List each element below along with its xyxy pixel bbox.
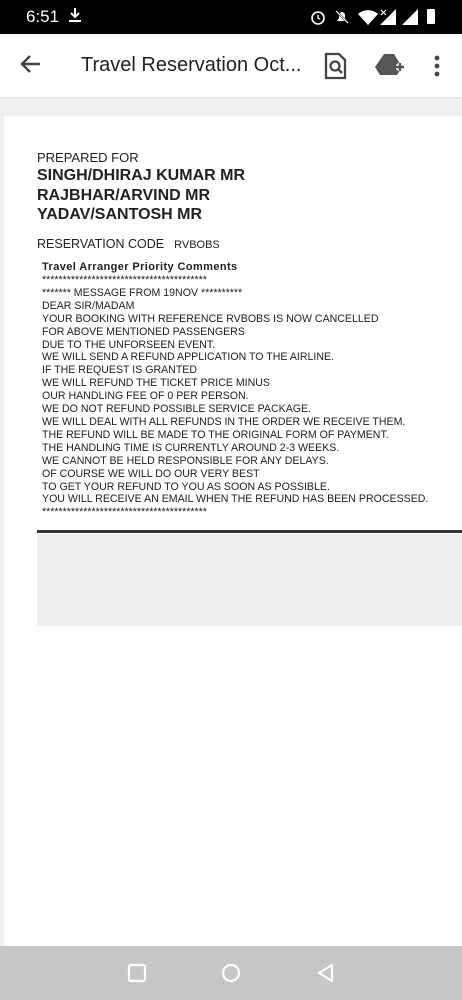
reservation-code-label: RESERVATION CODE bbox=[37, 237, 165, 251]
status-bar bbox=[0, 0, 462, 34]
download-icon bbox=[68, 7, 82, 28]
reservation-code-row bbox=[37, 237, 220, 251]
home-icon[interactable] bbox=[219, 961, 243, 985]
comment-line: OUR HANDLING FEE OF 0 PER PERSON. bbox=[42, 390, 249, 403]
arrow-back-icon[interactable] bbox=[18, 51, 44, 81]
passenger-name: RAJBHAR/ARVIND MR bbox=[37, 186, 211, 204]
comment-line: DEAR SIR/MADAM bbox=[42, 299, 135, 312]
signal-icon bbox=[380, 9, 396, 25]
signal-icon-2 bbox=[402, 9, 418, 25]
section-divider bbox=[37, 530, 462, 533]
add-to-drive-icon[interactable] bbox=[374, 51, 408, 81]
comment-line: WE CANNOT BE HELD RESPONSIBLE FOR ANY DELAYS. bbox=[42, 454, 329, 467]
wifi-icon bbox=[358, 10, 378, 25]
comment-line: OF COURSE WE WILL DO OUR VERY BEST bbox=[42, 467, 260, 480]
document-page bbox=[4, 116, 462, 946]
battery-icon bbox=[427, 9, 435, 24]
alarm-icon bbox=[310, 9, 326, 25]
comment-line: WE DO NOT REFUND POSSIBLE SERVICE PACKAGE. bbox=[42, 403, 312, 416]
comments-block bbox=[42, 274, 428, 519]
prepared-for-label: PREPARED FOR bbox=[37, 150, 139, 165]
passenger-name: SINGH/DHIRAJ KUMAR MR bbox=[37, 167, 245, 184]
passenger-name: YADAV/SANTOSH MR bbox=[37, 206, 203, 223]
reservation-code-value: RVBOBS bbox=[174, 239, 220, 251]
comment-line: TO GET YOUR REFUND TO YOU AS SOON AS POSSIBLE. bbox=[42, 480, 330, 493]
comment-line: **************************************** bbox=[42, 274, 207, 286]
comment-line: YOUR BOOKING WITH REFERENCE RVBOBS IS NOW CANCELLED bbox=[42, 312, 379, 325]
grey-panel bbox=[37, 534, 462, 626]
passenger-names bbox=[37, 166, 245, 225]
comment-line: DUE TO THE UNFORSEEN EVENT. bbox=[42, 338, 216, 351]
comment-line: WE WILL DEAL WITH ALL REFUNDS IN THE ORDER WE RECEIVE THEM. bbox=[42, 415, 406, 428]
comment-line: THE HANDLING TIME IS CURRENTLY AROUND 2-3 WEEKS. bbox=[42, 441, 340, 454]
back-nav-icon[interactable] bbox=[314, 961, 338, 985]
comment-line: WE WILL REFUND THE TICKET PRICE MINUS bbox=[42, 377, 270, 390]
find-in-page-icon[interactable] bbox=[322, 51, 352, 81]
comment-line: WE WILL SEND A REFUND APPLICATION TO THE AIRLINE. bbox=[42, 351, 334, 364]
comment-line: YOU WILL RECEIVE AN EMAIL WHEN THE REFUND HAS BEEN PROCESSED. bbox=[42, 493, 429, 506]
comment-line: **************************************** bbox=[42, 506, 207, 519]
app-bar bbox=[0, 34, 462, 98]
more-vert-icon[interactable] bbox=[428, 51, 446, 81]
comments-title: Travel Arranger Priority Comments bbox=[42, 261, 238, 273]
recents-icon[interactable] bbox=[125, 961, 149, 985]
comment-line: FOR ABOVE MENTIONED PASSENGERS bbox=[42, 325, 245, 338]
page-title: Travel Reservation Oct... bbox=[81, 54, 302, 76]
comment-line: ******* MESSAGE FROM 19NOV ********** bbox=[42, 286, 243, 299]
do-not-disturb-icon bbox=[334, 9, 350, 25]
system-nav-bar bbox=[0, 946, 462, 1000]
status-time: 6:51 bbox=[26, 7, 60, 26]
comment-line: THE REFUND WILL BE MADE TO THE ORIGINAL FORM OF PAYMENT. bbox=[42, 428, 389, 441]
comment-line: IF THE REQUEST IS GRANTED bbox=[42, 364, 198, 377]
